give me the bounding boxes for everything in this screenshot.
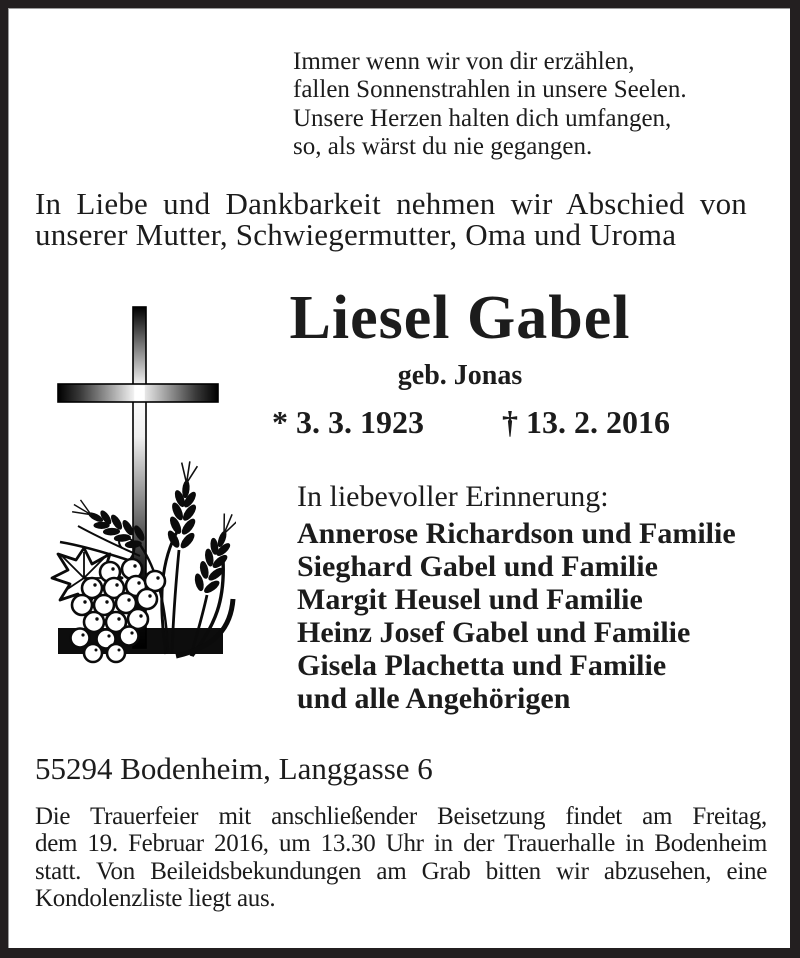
mourner-line: Annerose Richardson und Familie <box>297 517 736 550</box>
life-dates <box>272 404 670 441</box>
address-line: 55294 Bodenheim, Langgasse 6 <box>35 751 433 786</box>
funeral-details-line: statt. Von Beileidsbekundungen am Grab bitten wir abzusehen, eine <box>35 857 767 885</box>
farewell-intro <box>35 188 747 250</box>
farewell-intro-line: unserer Mutter, Schwiegermutter, Oma und Uroma <box>35 217 677 252</box>
mourner-line: Margit Heusel und Familie <box>297 583 643 616</box>
funeral-details-line: Die Trauerfeier mit anschließender Beisetzung findet am Freitag, <box>35 803 767 830</box>
mourners-list <box>297 517 736 715</box>
opening-verse <box>293 48 687 161</box>
death-date: † 13. 2. 2016 <box>502 404 670 440</box>
verse-line: Unsere Herzen halten dich umfangen, <box>293 104 672 132</box>
mourner-line: und alle Angehörigen <box>297 682 571 715</box>
verse-line: so, als wärst du nie gegangen. <box>293 132 593 160</box>
birth-date: * 3. 3. 1923 <box>272 404 424 440</box>
mourner-line: Sieghard Gabel und Familie <box>297 550 658 583</box>
maiden-name: geb. Jonas <box>397 360 523 391</box>
funeral-details-line: dem 19. Februar 2016, um 13.30 Uhr in der Trauerhalle in Bodenheim <box>35 830 767 858</box>
deceased-name: Liesel Gabel <box>289 284 631 352</box>
memorial-heading: In liebevoller Erinnerung: <box>297 480 609 513</box>
mourner-line: Gisela Plachetta und Familie <box>297 649 667 682</box>
funeral-details <box>35 803 767 913</box>
cross-wheat-grapes-icon <box>46 292 236 667</box>
mourner-line: Heinz Josef Gabel und Familie <box>297 616 691 649</box>
funeral-details-line: Kondolenzliste liegt aus. <box>35 885 276 913</box>
farewell-intro-line: In Liebe und Dankbarkeit nehmen wir Abschied von <box>35 186 747 221</box>
verse-line: fallen Sonnenstrahlen in unsere Seelen. <box>293 76 687 104</box>
verse-line: Immer wenn wir von dir erzählen, <box>293 48 635 75</box>
